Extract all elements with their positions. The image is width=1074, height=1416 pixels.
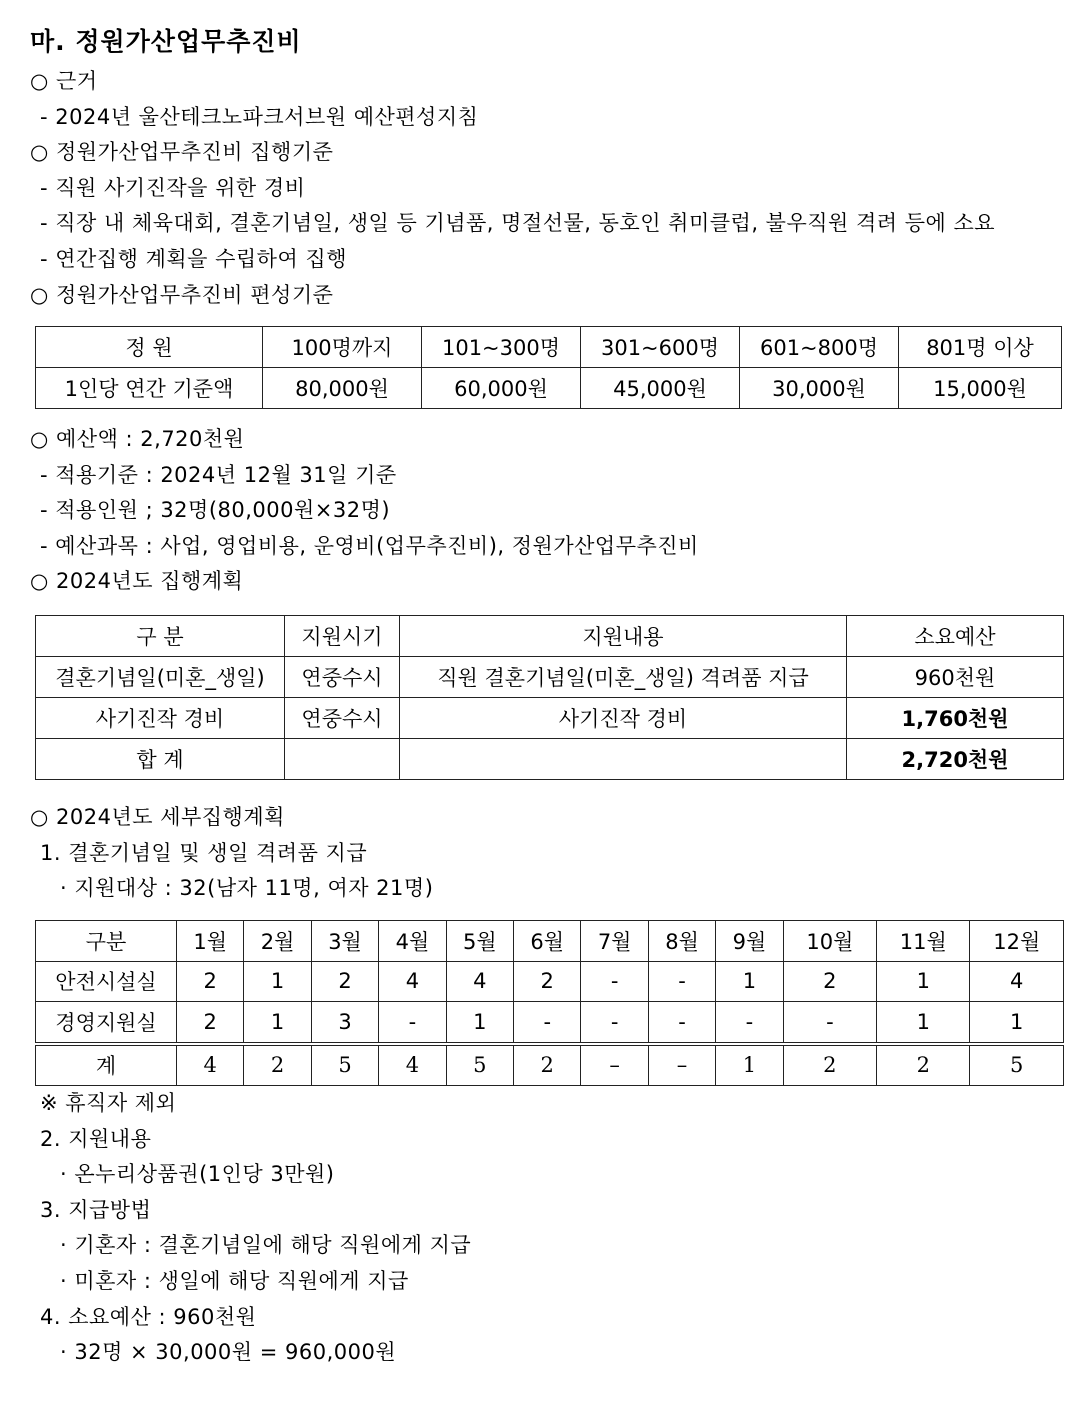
table-cell: - <box>514 1002 581 1044</box>
detail-item-2: 2. 지원내용 <box>40 1126 152 1151</box>
table-cell: 1 <box>446 1002 513 1044</box>
table-total-row <box>36 1044 1064 1086</box>
table-cell: 2월 <box>244 921 311 962</box>
table-cell <box>400 739 847 780</box>
budget-amount-item: - 예산과목 : 사업, 영업비용, 운영비(업무추진비), 정원가산업무추진비 <box>40 533 699 558</box>
table-cell: 소요예산 <box>847 616 1064 657</box>
table-header-row <box>36 921 1064 962</box>
section-title: 마. 정원가산업무추진비 <box>30 27 302 56</box>
table-cell: 6월 <box>514 921 581 962</box>
table-cell: 2 <box>177 1002 244 1044</box>
table-cell: - <box>648 961 715 1002</box>
table-cell: 8월 <box>648 921 715 962</box>
table-cell: 4월 <box>379 921 446 962</box>
detail-plan-heading: ○ 2024년도 세부집행계획 <box>30 805 285 829</box>
table-cell: 지원시기 <box>285 616 400 657</box>
table-cell: 합 계 <box>36 739 285 780</box>
table-cell: – <box>648 1044 715 1086</box>
table-cell: 2 <box>783 1044 876 1086</box>
table-cell: 지원내용 <box>400 616 847 657</box>
detail-item-1-target: · 지원대상 : 32(남자 11명, 여자 21명) <box>60 876 434 901</box>
table-cell: - <box>379 1002 446 1044</box>
detail-item-3-detail: · 기혼자 : 결혼기념일에 해당 직원에게 지급 <box>60 1233 472 1258</box>
table-cell: - <box>783 1002 876 1044</box>
budget-standard-table <box>35 326 1062 409</box>
table-cell: 101~300명 <box>422 327 581 368</box>
table-header-row <box>36 616 1064 657</box>
table-cell: 601~800명 <box>740 327 899 368</box>
table-cell: 1 <box>970 1002 1064 1044</box>
table-row <box>36 961 1064 1002</box>
plan-heading: ○ 2024년도 집행계획 <box>30 569 244 594</box>
detail-item-4: 4. 소요예산 : 960천원 <box>40 1304 257 1329</box>
budget-amount-section <box>30 422 1070 600</box>
basis-heading: ○ 근거 <box>30 69 98 93</box>
budget-amount-heading: ○ 예산액 : 2,720천원 <box>30 427 245 451</box>
detail-item-4-detail: · 32명 × 30,000원 = 960,000원 <box>60 1340 397 1365</box>
table-cell: 1 <box>716 961 783 1002</box>
table-cell: 2 <box>177 961 244 1002</box>
table-cell: 11월 <box>877 921 970 962</box>
table-cell: – <box>581 1044 648 1086</box>
table-cell: 결혼기념일(미혼_생일) <box>36 657 285 698</box>
table-cell: 5월 <box>446 921 513 962</box>
exec-standard-item: - 직원 사기진작을 위한 경비 <box>40 175 306 200</box>
table-cell: 안전시설실 <box>36 961 177 1002</box>
table-cell: 1 <box>877 961 970 1002</box>
table-cell: 30,000원 <box>740 368 899 409</box>
table-cell: 1 <box>244 1002 311 1044</box>
table-cell: 정 원 <box>36 327 263 368</box>
table-cell: 960천원 <box>847 657 1064 698</box>
table-cell: 1 <box>716 1044 783 1086</box>
table-cell: 15,000원 <box>899 368 1062 409</box>
exec-standard-heading: ○ 정원가산업무추진비 집행기준 <box>30 140 334 165</box>
note: ※ 휴직자 제외 <box>40 1091 177 1115</box>
table-cell: 5 <box>446 1044 513 1086</box>
table-cell: 직원 결혼기념일(미혼_생일) 격려품 지급 <box>400 657 847 698</box>
table-cell: 1인당 연간 기준액 <box>36 368 263 409</box>
table-row <box>36 698 1064 739</box>
detail-plan-section <box>30 800 1070 907</box>
budget-standard-heading: ○ 정원가산업무추진비 편성기준 <box>30 282 334 307</box>
table-header-row <box>36 327 1062 368</box>
table-cell: 5 <box>311 1044 378 1086</box>
table-cell: 1 <box>877 1002 970 1044</box>
table-cell: 연중수시 <box>285 698 400 739</box>
table-cell: 4 <box>379 961 446 1002</box>
table-cell: 경영지원실 <box>36 1002 177 1044</box>
table-cell: 1 <box>244 961 311 1002</box>
table-cell: 301~600명 <box>581 327 740 368</box>
table-cell: 1,760천원 <box>847 698 1064 739</box>
detail-plan-rest <box>30 1086 1070 1371</box>
table-cell: - <box>716 1002 783 1044</box>
detail-item-3: 3. 지급방법 <box>40 1197 152 1222</box>
table-cell: 3 <box>311 1002 378 1044</box>
table-cell: - <box>581 1002 648 1044</box>
table-cell: 2 <box>311 961 378 1002</box>
table-cell: 12월 <box>970 921 1064 962</box>
budget-amount-item: - 적용기준 : 2024년 12월 31일 기준 <box>40 462 397 487</box>
table-cell: 구분 <box>36 921 177 962</box>
table-cell: 4 <box>970 961 1064 1002</box>
table-cell: 연중수시 <box>285 657 400 698</box>
table-cell: 60,000원 <box>422 368 581 409</box>
table-row <box>36 657 1064 698</box>
table-cell: 801명 이상 <box>899 327 1062 368</box>
table-cell: 2 <box>877 1044 970 1086</box>
plan-table <box>35 615 1064 780</box>
table-total-row <box>36 739 1064 780</box>
table-cell: 4 <box>379 1044 446 1086</box>
table-cell: 1월 <box>177 921 244 962</box>
exec-standard-item: - 직장 내 체육대회, 결혼기념일, 생일 등 기념품, 명절선물, 동호인 취미클럽, 불우직원 격려 등에 소요 <box>40 211 996 236</box>
table-cell: 구 분 <box>36 616 285 657</box>
detail-item-1: 1. 결혼기념일 및 생일 격려품 지급 <box>40 840 368 865</box>
table-cell: - <box>581 961 648 1002</box>
table-row <box>36 1002 1064 1044</box>
table-cell: 4 <box>446 961 513 1002</box>
table-cell: 계 <box>36 1044 177 1086</box>
document <box>30 20 1070 313</box>
detail-item-3-detail: · 미혼자 : 생일에 해당 직원에게 지급 <box>60 1268 409 1293</box>
basis-item: - 2024년 울산테크노파크서브원 예산편성지침 <box>40 104 479 129</box>
budget-amount-item: - 적용인원 ; 32명(80,000원×32명) <box>40 498 391 523</box>
table-cell: 2 <box>514 961 581 1002</box>
table-cell: 2 <box>514 1044 581 1086</box>
table-cell: 80,000원 <box>263 368 422 409</box>
table-cell: 2,720천원 <box>847 739 1064 780</box>
table-cell: 사기진작 경비 <box>400 698 847 739</box>
table-cell: 5 <box>970 1044 1064 1086</box>
table-cell: 3월 <box>311 921 378 962</box>
monthly-table <box>35 920 1064 1086</box>
table-cell: 2 <box>244 1044 311 1086</box>
table-cell: 2 <box>783 961 876 1002</box>
table-cell <box>285 739 400 780</box>
table-cell: 9월 <box>716 921 783 962</box>
exec-standard-item: - 연간집행 계획을 수립하여 집행 <box>40 246 347 271</box>
table-cell: 45,000원 <box>581 368 740 409</box>
table-row <box>36 368 1062 409</box>
table-cell: - <box>648 1002 715 1044</box>
table-cell: 4 <box>177 1044 244 1086</box>
table-cell: 사기진작 경비 <box>36 698 285 739</box>
table-cell: 100명까지 <box>263 327 422 368</box>
table-cell: 7월 <box>581 921 648 962</box>
detail-item-2-detail: · 온누리상품권(1인당 3만원) <box>60 1162 335 1187</box>
table-cell: 10월 <box>783 921 876 962</box>
